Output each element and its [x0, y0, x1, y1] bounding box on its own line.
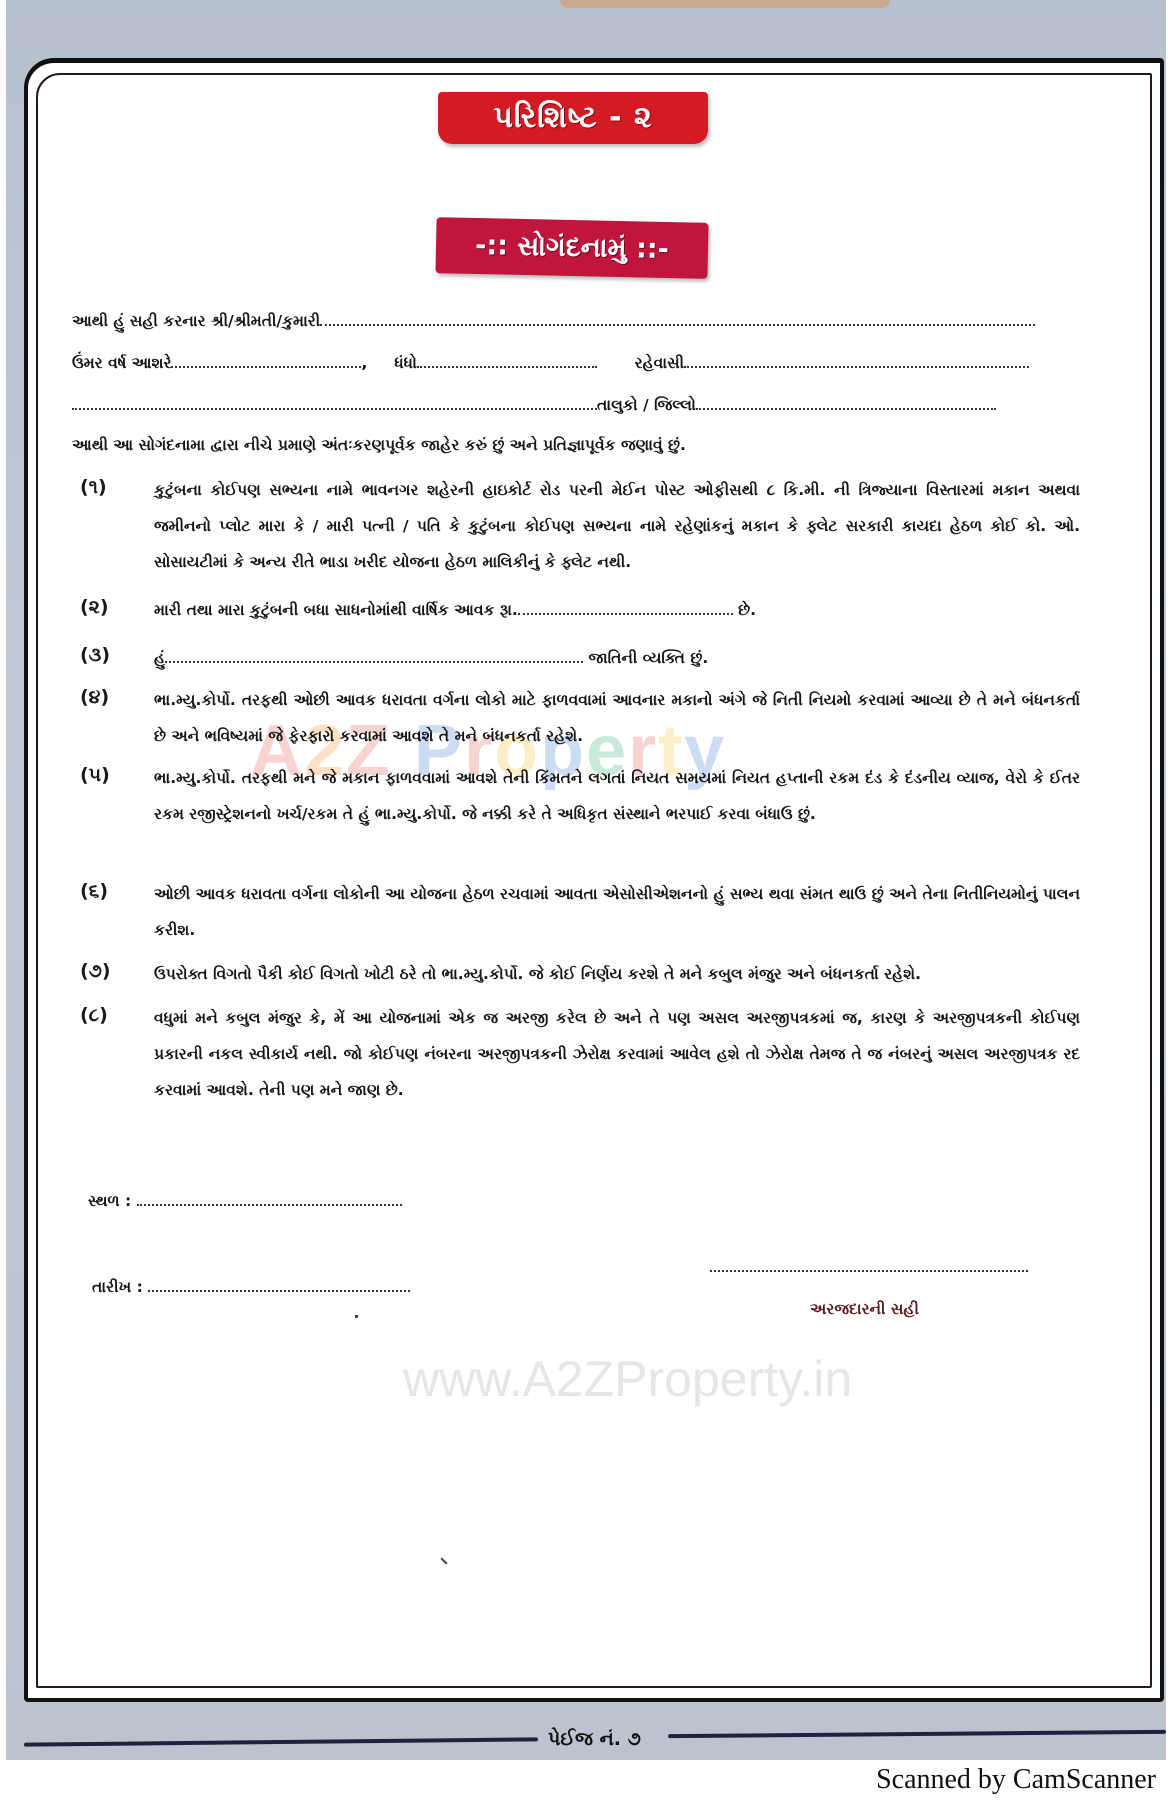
list-item-2	[80, 592, 1080, 628]
item-number: (૪)	[80, 686, 110, 708]
resident-field[interactable]	[684, 352, 1029, 368]
declaration-line: આથી આ સોગંદનામા દ્વારા નીચે પ્રમાણે અંતઃકરણપૂર્વક જાહેર કરું છું અને પ્રતિજ્ઞાપૂર્વક જણાવું છું.	[72, 436, 686, 454]
item-number: (૩)	[80, 644, 111, 666]
page-number: પેઈજ નં. ૭	[548, 1728, 641, 1750]
income-suffix: છે.	[738, 601, 757, 619]
list-item-4	[80, 682, 1080, 754]
item-number: (૫)	[80, 764, 110, 786]
place-field[interactable]	[137, 1190, 402, 1206]
scan-smudge	[560, 0, 890, 8]
signature-line	[710, 1256, 1028, 1276]
appendix-label: પરિશિષ્ટ - ૨	[438, 92, 708, 144]
item-text: ભા.મ્યુ.કોર્પો. તરફથી મને જે મકાન ફાળવવામાં આવશે તેની કિંમતને લગતાં નિયત સમયમાં નિયત હપ્તાની રકમ દંડ કે દંડનીય વ્યાજ, વેરો કે ઈતર રકમ રજીસ્ટ્રેશનનો ખર્ચ/રકમ તે હું ભા.મ્યુ.કોર્પો. જે નક્કી કરે તે અધિકૃત સંસ્થાને ભરપાઈ કરવા બંધાઉ છું.	[154, 769, 1081, 823]
resident-label: રહેવાસી	[634, 354, 685, 372]
annual-income-field[interactable]	[518, 599, 733, 615]
list-item-5	[80, 760, 1080, 870]
scan-speck	[355, 1315, 358, 1318]
income-label: મારી તથા મારા કુટુંબની બધા સાધનોમાંથી વાર્ષિક આવક રૂા.	[154, 601, 518, 619]
date-line	[92, 1276, 410, 1297]
item-number: (૬)	[80, 880, 109, 902]
taluka-label: તાલુકો / જિલ્લો	[597, 396, 696, 414]
caste-prefix: હું	[154, 649, 166, 667]
watermark-letter: y	[684, 711, 727, 791]
list-item-6	[80, 876, 1080, 948]
occupation-label: ધંધો	[394, 354, 417, 372]
document-title: -:: સોગંદનામું ::-	[435, 217, 708, 279]
watermark-letter: r	[628, 711, 659, 791]
item-text: ઉપરોક્ત વિગતો પૈકી કોઈ વિગતો ખોટી ઠરે તો ભા.મ્યુ.કોર્પો. જે કોઈ નિર્ણય કરશે તે મને કબુલ મંજુર અને બંધનકર્તા રહેશે.	[154, 965, 921, 983]
age-label: ઉંમર વર્ષ આશરે	[72, 354, 172, 372]
watermark-letter: o	[494, 711, 541, 791]
watermark-letter: t	[658, 711, 685, 791]
item-text: વધુમાં મને કબુલ મંજુર કે, મેં આ યોજનામાં એક જ અરજી કરેલ છે અને તે પણ અસલ અરજીપત્રકમાં જ, કારણ કે અરજીપત્રકની કોઈપણ પ્રકારની નકલ સ્વીકાર્ય નથી. જો કોઈપણ નંબરના અરજીપત્રકની ઝેરોક્ષ કરવામાં આવેલ હશે તો ઝેરોક્ષ તેમજ તે જ નંબરનું અસલ અરજીપત્રક રદ કરવામાં આવશે. તેની પણ મને જાણ છે.	[154, 1009, 1080, 1099]
watermark-letter: Z	[346, 711, 393, 791]
signature-field[interactable]	[710, 1256, 1028, 1272]
date-field[interactable]	[148, 1276, 410, 1292]
scanner-credit: Scanned by CamScanner	[876, 1764, 1156, 1795]
item-number: (૮)	[80, 1004, 108, 1026]
item-text: ઓછી આવક ધરાવતા વર્ગના લોકોની આ યોજના હેઠળ રચવામાં આવતા એસોસીએશનનો હું સભ્ય થવા સંમત થાઉ છું અને તેના નિતીનિયમોનું પાલન કરીશ.	[154, 885, 1080, 939]
occupation-field[interactable]	[417, 352, 597, 368]
watermark-letter: p	[540, 711, 587, 791]
intro-name-line	[72, 310, 1035, 331]
item-number: (૧)	[80, 476, 107, 498]
intro-details-line: ઉંમર વર્ષ આશરે , ધંધો રહેવાસી	[72, 352, 1029, 373]
date-label: તારીખ :	[92, 1278, 143, 1296]
caste-field[interactable]	[165, 647, 583, 663]
list-item-3	[80, 640, 1080, 676]
caste-suffix: જાતિની વ્યક્તિ છું.	[588, 649, 709, 667]
place-label: સ્થળ :	[88, 1192, 132, 1210]
list-item-8	[80, 1000, 1080, 1110]
age-field[interactable]	[171, 352, 361, 368]
item-text: કુટુંબના કોઈપણ સભ્યના નામે ભાવનગર શહેરની હાઇકોર્ટ રોડ પરની મેઈન પોસ્ટ ઓફીસથી ૮ કિ.મી. ની ત્રિજ્યાના વિસ્તારમાં મકાન અથવા જમીનનો પ્લોટ મારા કે / મારી પત્ની / પતિ કે કુટુંબના કોઈપણ સભ્યના નામે રહેણાંકનું મકાન કે ફ્લેટ સરકારી કાયદા હેઠળ કોઈ કો. ઓ. સોસાયટીમાં કે અન્ય રીતે ભાડા ખરીદ યોજના હેઠળ માલિકીનું કે ફ્લેટ નથી.	[154, 481, 1080, 571]
watermark-letter: P	[414, 711, 465, 791]
list-item-1	[80, 472, 1080, 582]
item-text	[154, 592, 1080, 628]
name-label: આથી હું સહી કરનાર શ્રી/શ્રીમતી/કુમારી	[72, 312, 321, 330]
watermark-letter: r	[464, 711, 495, 791]
list-item-7	[80, 956, 1080, 992]
intro-taluka-line	[72, 394, 996, 415]
watermark-letter: e	[586, 711, 629, 791]
taluka-field[interactable]	[696, 394, 996, 410]
watermark-letter: A	[250, 711, 304, 791]
item-number: (૨)	[80, 596, 109, 618]
url-watermark: www.A2ZProperty.in	[403, 1351, 853, 1407]
place-line	[88, 1190, 402, 1211]
item-number: (૭)	[80, 960, 111, 982]
item-text: ભા.મ્યુ.કોર્પો. તરફથી ઓછી આવક ધરાવતા વર્ગના લોકો માટે ફાળવવામાં આવનાર મકાનો અંગે જે નિતી નિયમો કરવામાં આવ્યા છે તે મને બંધનકર્તા છે અને ભવિષ્યમાં જે ફેરફારો કરવામાં આવશે તે મને બંધનકર્તા રહેશે.	[154, 691, 1080, 745]
applicant-signature-label: અરજદારની સહી	[810, 1300, 919, 1318]
address-field[interactable]	[72, 394, 597, 410]
item-text	[154, 640, 1080, 676]
name-field[interactable]	[320, 310, 1035, 326]
watermark-letter: 2	[304, 711, 347, 791]
